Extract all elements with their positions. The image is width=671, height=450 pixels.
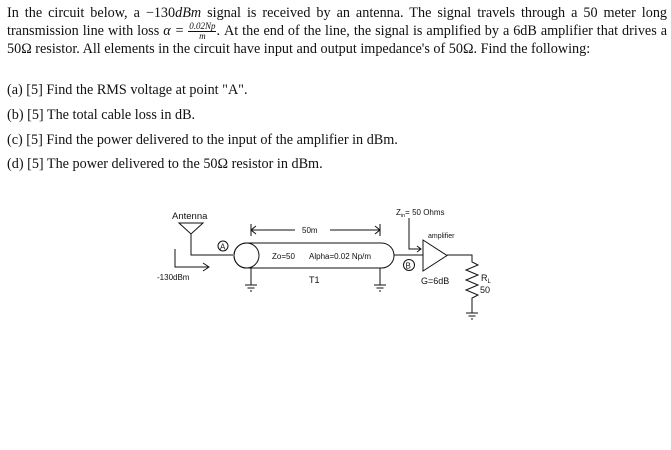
ground-icon	[245, 268, 257, 291]
rl-value: 50	[480, 285, 491, 295]
transmission-line-end	[234, 243, 259, 268]
load-resistor-icon	[447, 255, 478, 319]
source-power-label: -130dBm	[157, 273, 190, 282]
alpha-label: Alpha=0.02 Np/m	[309, 252, 372, 261]
point-b-label: B	[405, 261, 411, 271]
amplifier-icon	[423, 240, 447, 271]
point-a-label: A	[220, 242, 226, 252]
gain-label: G=6dB	[421, 276, 450, 286]
zin-arrow-icon	[409, 218, 421, 252]
line-name-label: T1	[309, 275, 320, 285]
z0-label: Zo=50	[272, 252, 295, 261]
antenna-feed-wire	[191, 234, 233, 255]
amplifier-label: amplifier	[428, 233, 455, 240]
rl-label: $R_L$	[481, 273, 491, 285]
signal-arrow-icon	[175, 249, 209, 271]
antenna-icon	[179, 223, 203, 234]
ground-icon	[374, 268, 386, 291]
question-c: (c) [5] Find the power delivered to the input of the amplifier in dBm.	[7, 132, 398, 148]
antenna-label: Antenna	[172, 211, 208, 222]
problem-statement: In the circuit below, a −130dBm signal is received by an antenna. The signal travels through a 50 meter long transmission line with loss α = $\frac{0.02Np}{m}$. At the end of the line, the signal is amplified by a 6dB amplifier that drives a 50Ω resistor. All elements in the circuit have input and output impedance's of 50Ω. Find the following:	[7, 5, 668, 57]
question-d: (d) [5] The power delivered to the 50Ω resistor in dBm.	[7, 156, 323, 172]
question-a: (a) [5] Find the RMS voltage at point "A".	[7, 82, 248, 98]
loss-fraction: $\frac{0.02Np}{m}$	[189, 21, 216, 41]
length-label: 50m	[302, 226, 318, 235]
question-b: (b) [5] The total cable loss in dB.	[7, 107, 196, 123]
zin-label: $Z_{in}= 50$ Ohms	[396, 208, 445, 219]
